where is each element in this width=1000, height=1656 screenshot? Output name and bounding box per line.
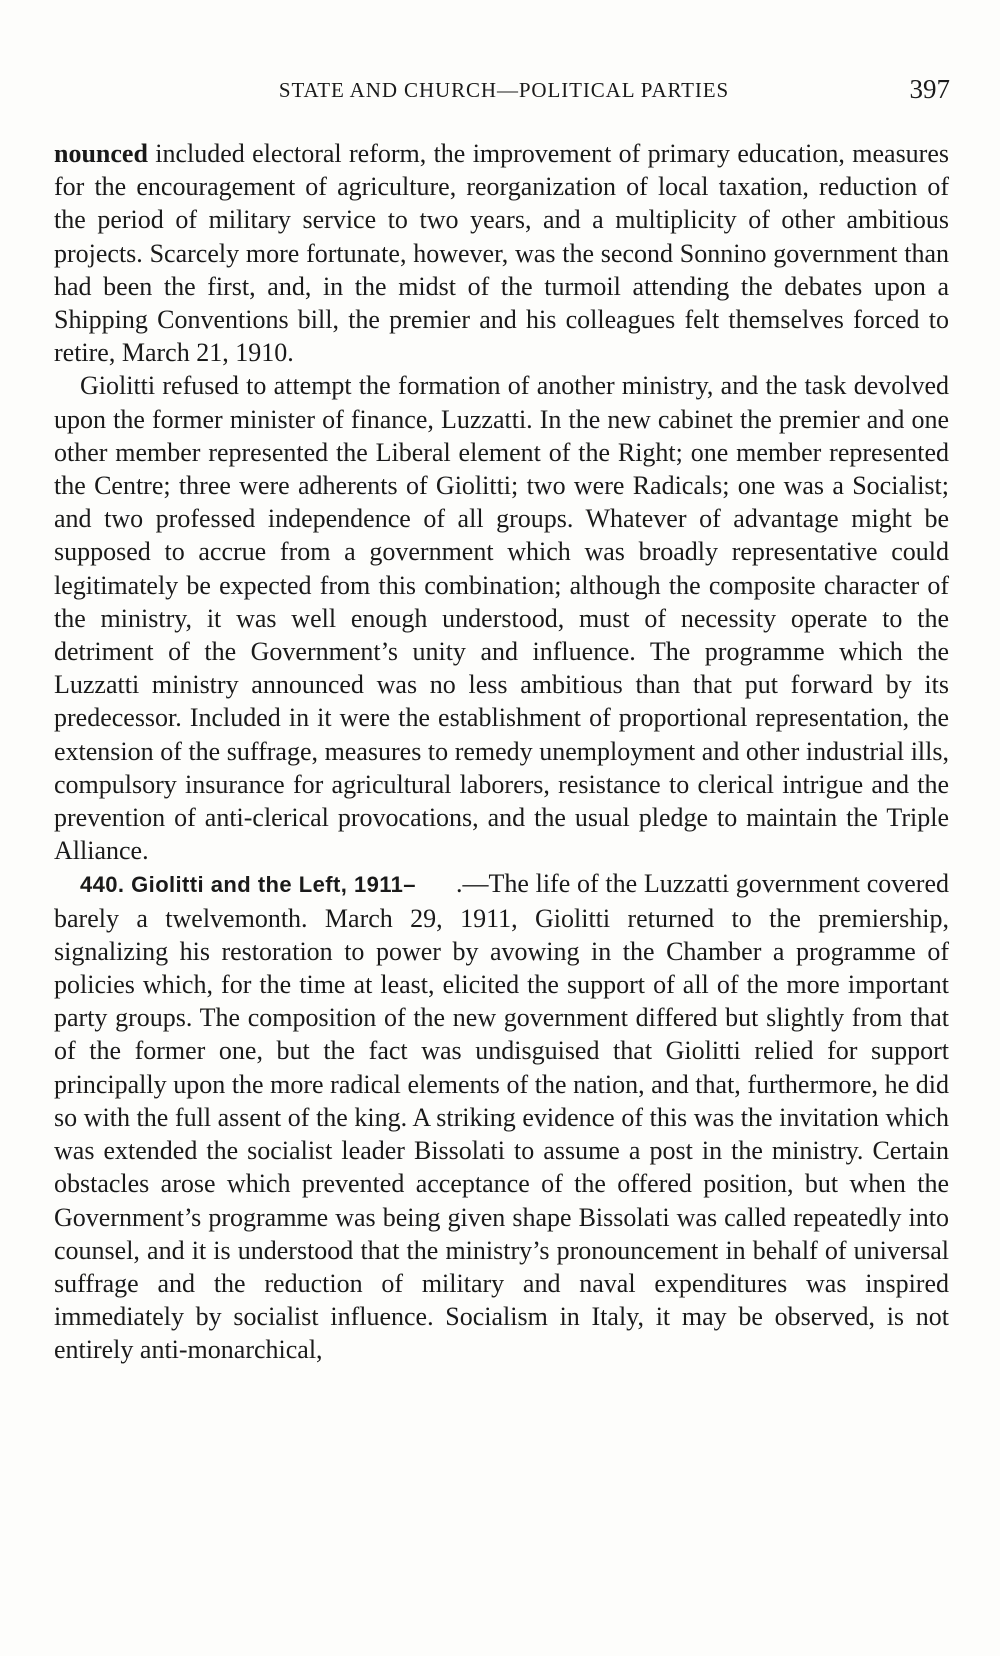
section-heading: 440. Giolitti and the Left, 1911– xyxy=(80,872,416,898)
paragraph-luzzatti-cabinet xyxy=(54,369,949,867)
paragraph-text: Giolitti refused to attempt the formation of another ministry, and the task devolved upon the former minister of finance, Luzzatti. In the new cabinet the premier and one other member represented the Liberal element of the Right; one member represented the Centre; three were adherents of Giolitti; two were Radicals; one was a Socialist; and two professed independence of all groups. Whatever of advantage might be supposed to accrue from a government which was broadly representative could legitimately be expected from this combination; although the composite character of the ministry, it was well enough understood, must of necessity operate to the detriment of the Government’s unity and influence. The programme which the Luzzatti ministry announced was no less ambitious than that put forward by its predecessor. Included in it were the establishment of proportional representation, the extension of the suffrage, measures to remedy unemployment and other industrial ills, compulsory insurance for agricultural laborers, resistance to clerical intrigue and the prevention of anti-clerical provocations, and the usual pledge to maintain the Triple Alliance. xyxy=(54,371,949,866)
paragraph-lead-word: nounced xyxy=(54,139,148,168)
paragraph-text: included electoral reform, the improvement of primary education, measures for the encouragement of agriculture, reorganization of local taxation, reduction of the period of military service to two years, and a multiplicity of other ambitious projects. Scarcely more fortunate, however, was the second Sonnino government than had been the first, and, in the midst of the turmoil attending the debates upon a Shipping Conventions bill, the premier and his colleagues felt themselves forced to retire, March 21, 1910. xyxy=(54,139,949,368)
body-text xyxy=(54,137,949,1367)
running-title: STATE AND CHURCH—POLITICAL PARTIES xyxy=(278,78,730,102)
paragraph-section-440 xyxy=(54,867,949,1366)
page-number: 397 xyxy=(909,74,950,104)
paragraph-continuation xyxy=(54,137,949,369)
running-head xyxy=(54,74,954,114)
paragraph-text: .—The life of the Luzzatti government covered barely a twelvemonth. March 29, 1911, Giolitti returned to the premiership, signalizing his restoration to power by avowing in the Chamber a programme of policies which, for the time at least, elicited the support of all of the more important party groups. The composition of the new government differed but slightly from that of the former one, but the fact was undisguised that Giolitti relied for support principally upon the more radical elements of the nation, and that, furthermore, he did so with the full assent of the king. A striking evidence of this was the invitation which was extended the socialist leader Bissolati to assume a post in the ministry. Certain obstacles arose which prevented acceptance of the offered position, but when the Government’s programme was being given shape Bissolati was called repeatedly into counsel, and it is understood that the ministry’s pronouncement in behalf of universal suffrage and the reduction of military and naval expenditures was inspired immediately by socialist influence. Socialism in Italy, it may be observed, is not entirely anti-monarchical, xyxy=(54,869,949,1365)
